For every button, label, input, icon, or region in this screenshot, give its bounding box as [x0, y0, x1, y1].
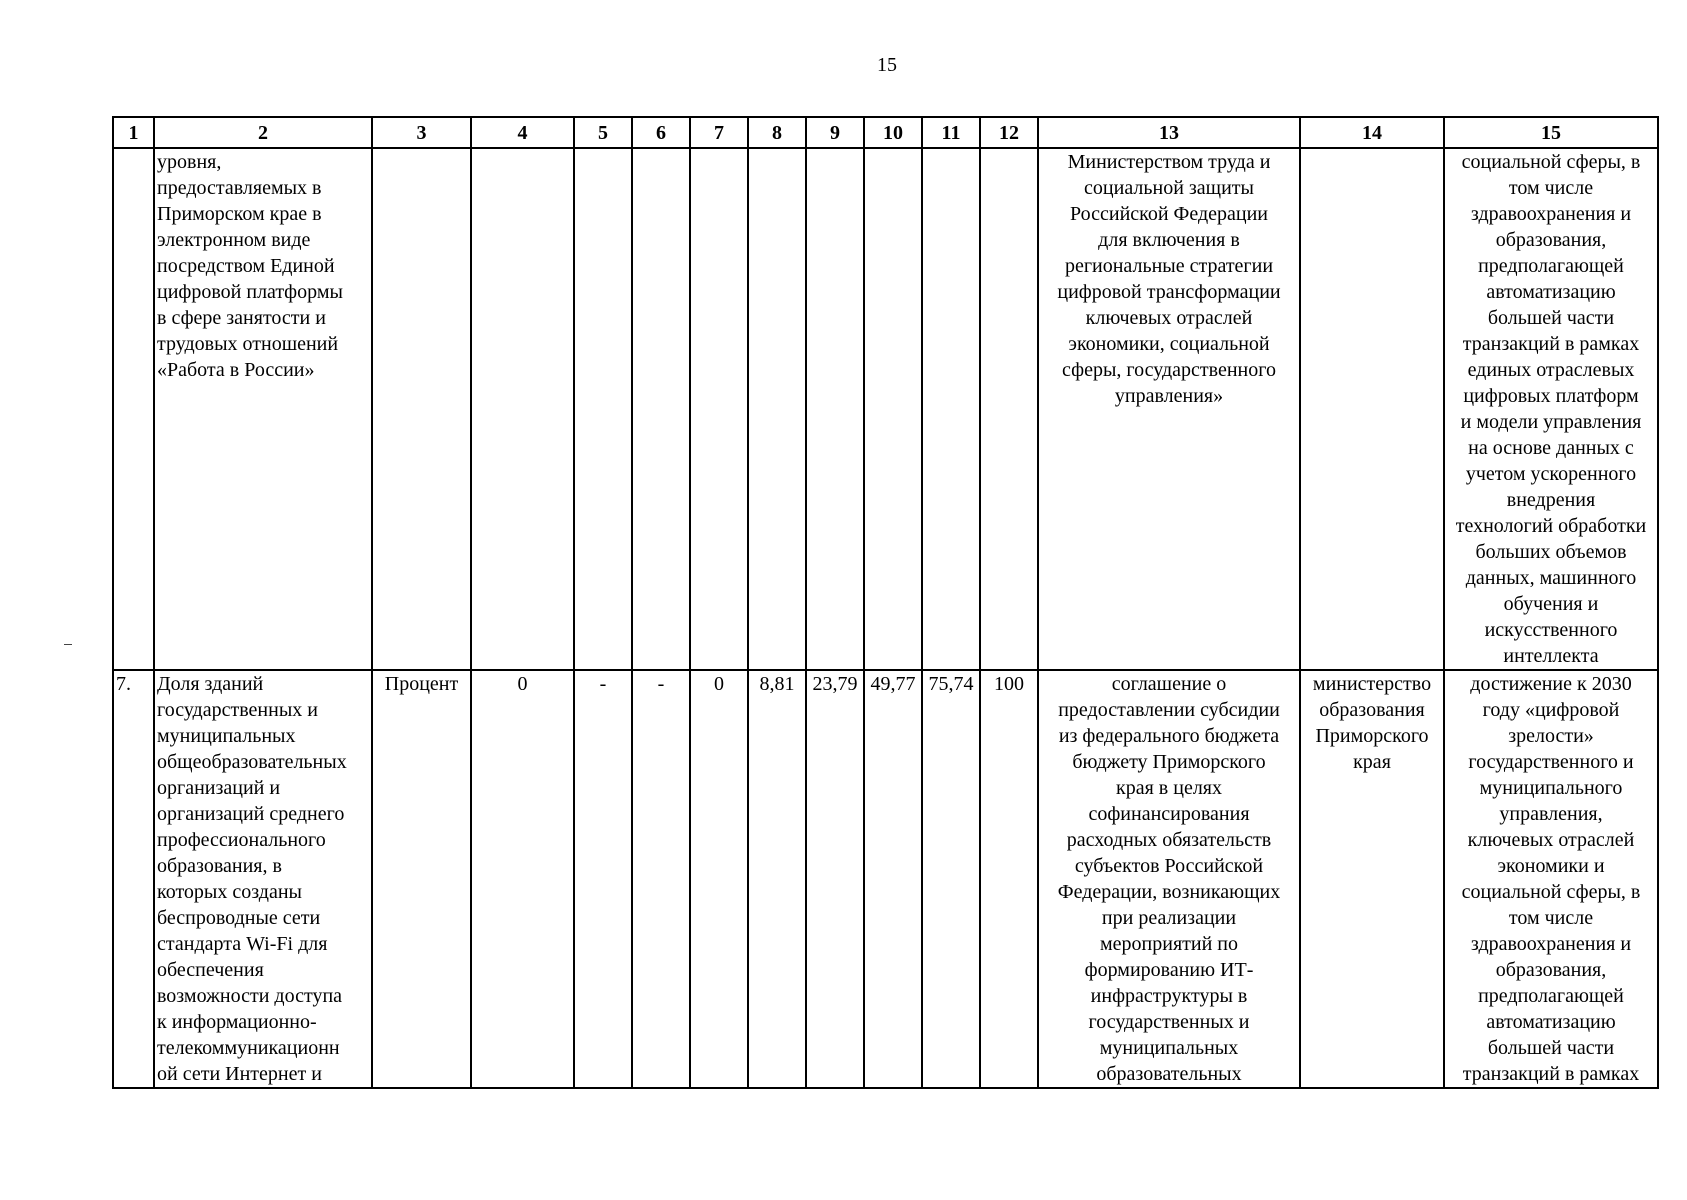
header-cell: 11 — [922, 117, 980, 148]
value-cell: 8,81 — [748, 670, 806, 1088]
table-cell — [372, 148, 471, 670]
table-cell — [574, 148, 632, 670]
basis-cell: соглашение о предоставлении субсидии из федерального бюджета бюджету Приморского края в целях софинансирования расходных обязательств субъектов Российской Федерации, возникающих при реализации мероприятий по формированию ИТ- инфраструктуры в государственных и муниципальных образовательных — [1038, 670, 1300, 1088]
header-row — [113, 117, 1658, 148]
value-cell: 23,79 — [806, 670, 864, 1088]
table-cell — [690, 148, 748, 670]
header-cell: 9 — [806, 117, 864, 148]
header-cell: 13 — [1038, 117, 1300, 148]
value-cell: 0 — [690, 670, 748, 1088]
indicator-cell: уровня, предоставляемых в Приморском крае в электронном виде посредством Единой цифровой платформы в сфере занятости и трудовых отношений «Работа в России» — [154, 148, 372, 670]
header-cell: 3 — [372, 117, 471, 148]
header-cell: 4 — [471, 117, 574, 148]
value-cell: 75,74 — [922, 670, 980, 1088]
row-number-cell: 7. — [113, 670, 154, 1088]
header-cell: 12 — [980, 117, 1038, 148]
value-cell: - — [574, 670, 632, 1088]
table-cell — [980, 148, 1038, 670]
value-cell: 100 — [980, 670, 1038, 1088]
header-cell: 6 — [632, 117, 690, 148]
table-row-7 — [113, 670, 1658, 1088]
header-cell: 1 — [113, 117, 154, 148]
value-cell: 49,77 — [864, 670, 922, 1088]
table-cell — [922, 148, 980, 670]
table-cell — [748, 148, 806, 670]
value-cell: 0 — [471, 670, 574, 1088]
table-cell — [864, 148, 922, 670]
goal-cell: социальной сферы, в том числе здравоохранения и образования, предполагающей автоматизацию большей части транзакций в рамках единых отраслевых цифровых платформ и модели управления на основе данных с учетом ускоренного внедрения технологий обработки больших объемов данных, машинного обучения и искусственного интеллекта — [1444, 148, 1658, 670]
header-cell: 2 — [154, 117, 372, 148]
header-cell: 14 — [1300, 117, 1444, 148]
basis-cell: Министерством труда и социальной защиты Российской Федерации для включения в региональные стратегии цифровой трансформации ключевых отраслей экономики, социальной сферы, государственного управления» — [1038, 148, 1300, 670]
indicator-cell: Доля зданий государственных и муниципальных общеобразовательных организаций и организаций среднего профессионального образования, в которых созданы беспроводные сети стандарта Wi-Fi для обеспечения возможности доступа к информационно- телекоммуникационн ой сети Интернет и — [154, 670, 372, 1088]
header-cell: 5 — [574, 117, 632, 148]
indicators-table — [112, 116, 1659, 1089]
page-number: 15 — [877, 54, 897, 76]
value-cell: - — [632, 670, 690, 1088]
table-cell — [1300, 148, 1444, 670]
table-cell — [113, 148, 154, 670]
header-cell: 10 — [864, 117, 922, 148]
header-cell: 7 — [690, 117, 748, 148]
table-cell — [806, 148, 864, 670]
table-cell — [471, 148, 574, 670]
goal-cell: достижение к 2030 году «цифровой зрелости» государственного и муниципального управления, ключевых отраслей экономики и социальной сферы, в том числе здравоохранения и образования, предполагающей автоматизацию большей части транзакций в рамках — [1444, 670, 1658, 1088]
unit-cell: Процент — [372, 670, 471, 1088]
scan-mark — [64, 644, 72, 645]
header-cell: 15 — [1444, 117, 1658, 148]
table-cell — [632, 148, 690, 670]
responsible-cell: министерство образования Приморского края — [1300, 670, 1444, 1088]
table-row-continued — [113, 148, 1658, 670]
header-cell: 8 — [748, 117, 806, 148]
